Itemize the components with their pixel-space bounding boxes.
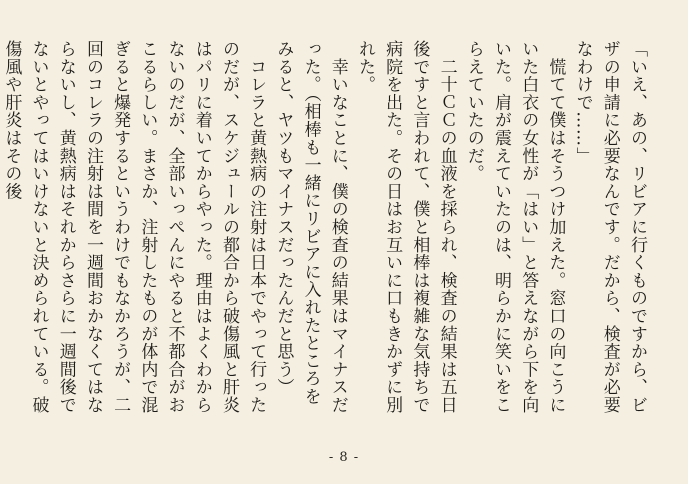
vertical-text-body [0, 40, 650, 420]
paragraph-2: 慌てて僕はそうつけ加えた。窓口の向こうにいた白衣の女性が「はい」と答えながら下を向いた。肩が震えていたのは、明らかに笑いをこらえていたのだ。 [463, 40, 566, 414]
paragraph-4: 幸いなことに、僕の検査の結果はマイナスだった。（相棒も一緒にリビアに入れたところをみると、ヤツもマイナスだったんだと思う） [273, 40, 348, 414]
page-number: - 8 - [328, 450, 360, 465]
paragraph-5: コレラと黄熱病の注射は日本でやって行ったのだが、スケジュールの都合から破傷風と肝炎はパリに着いてからやった。理由はよくわからないのだが、全部いっぺんにやると不都合がおこるらしい。まさか、注射したものが体内で混ぎると爆発するというわけでもなかろうが、二回のコレラの注射は間を一週間おかなくてはならないし、黄熱病はそれからさらに一週間後でないとやってはいけないと決められている。破傷風や肝炎はその後 [1, 40, 267, 414]
paragraph-3: 二十ＣＣの血液を採られ、検査の結果は五日後ですと言われて、僕と相棒は複雑な気持ちで病院を出た。その日はお互いに口もきかずに別れた。 [354, 40, 457, 414]
paragraph-1: 「いえ、あの、リビアに行くものですから、ビザの申請に必要なんです。だから、検査が必要なわけで……」 [572, 40, 647, 414]
